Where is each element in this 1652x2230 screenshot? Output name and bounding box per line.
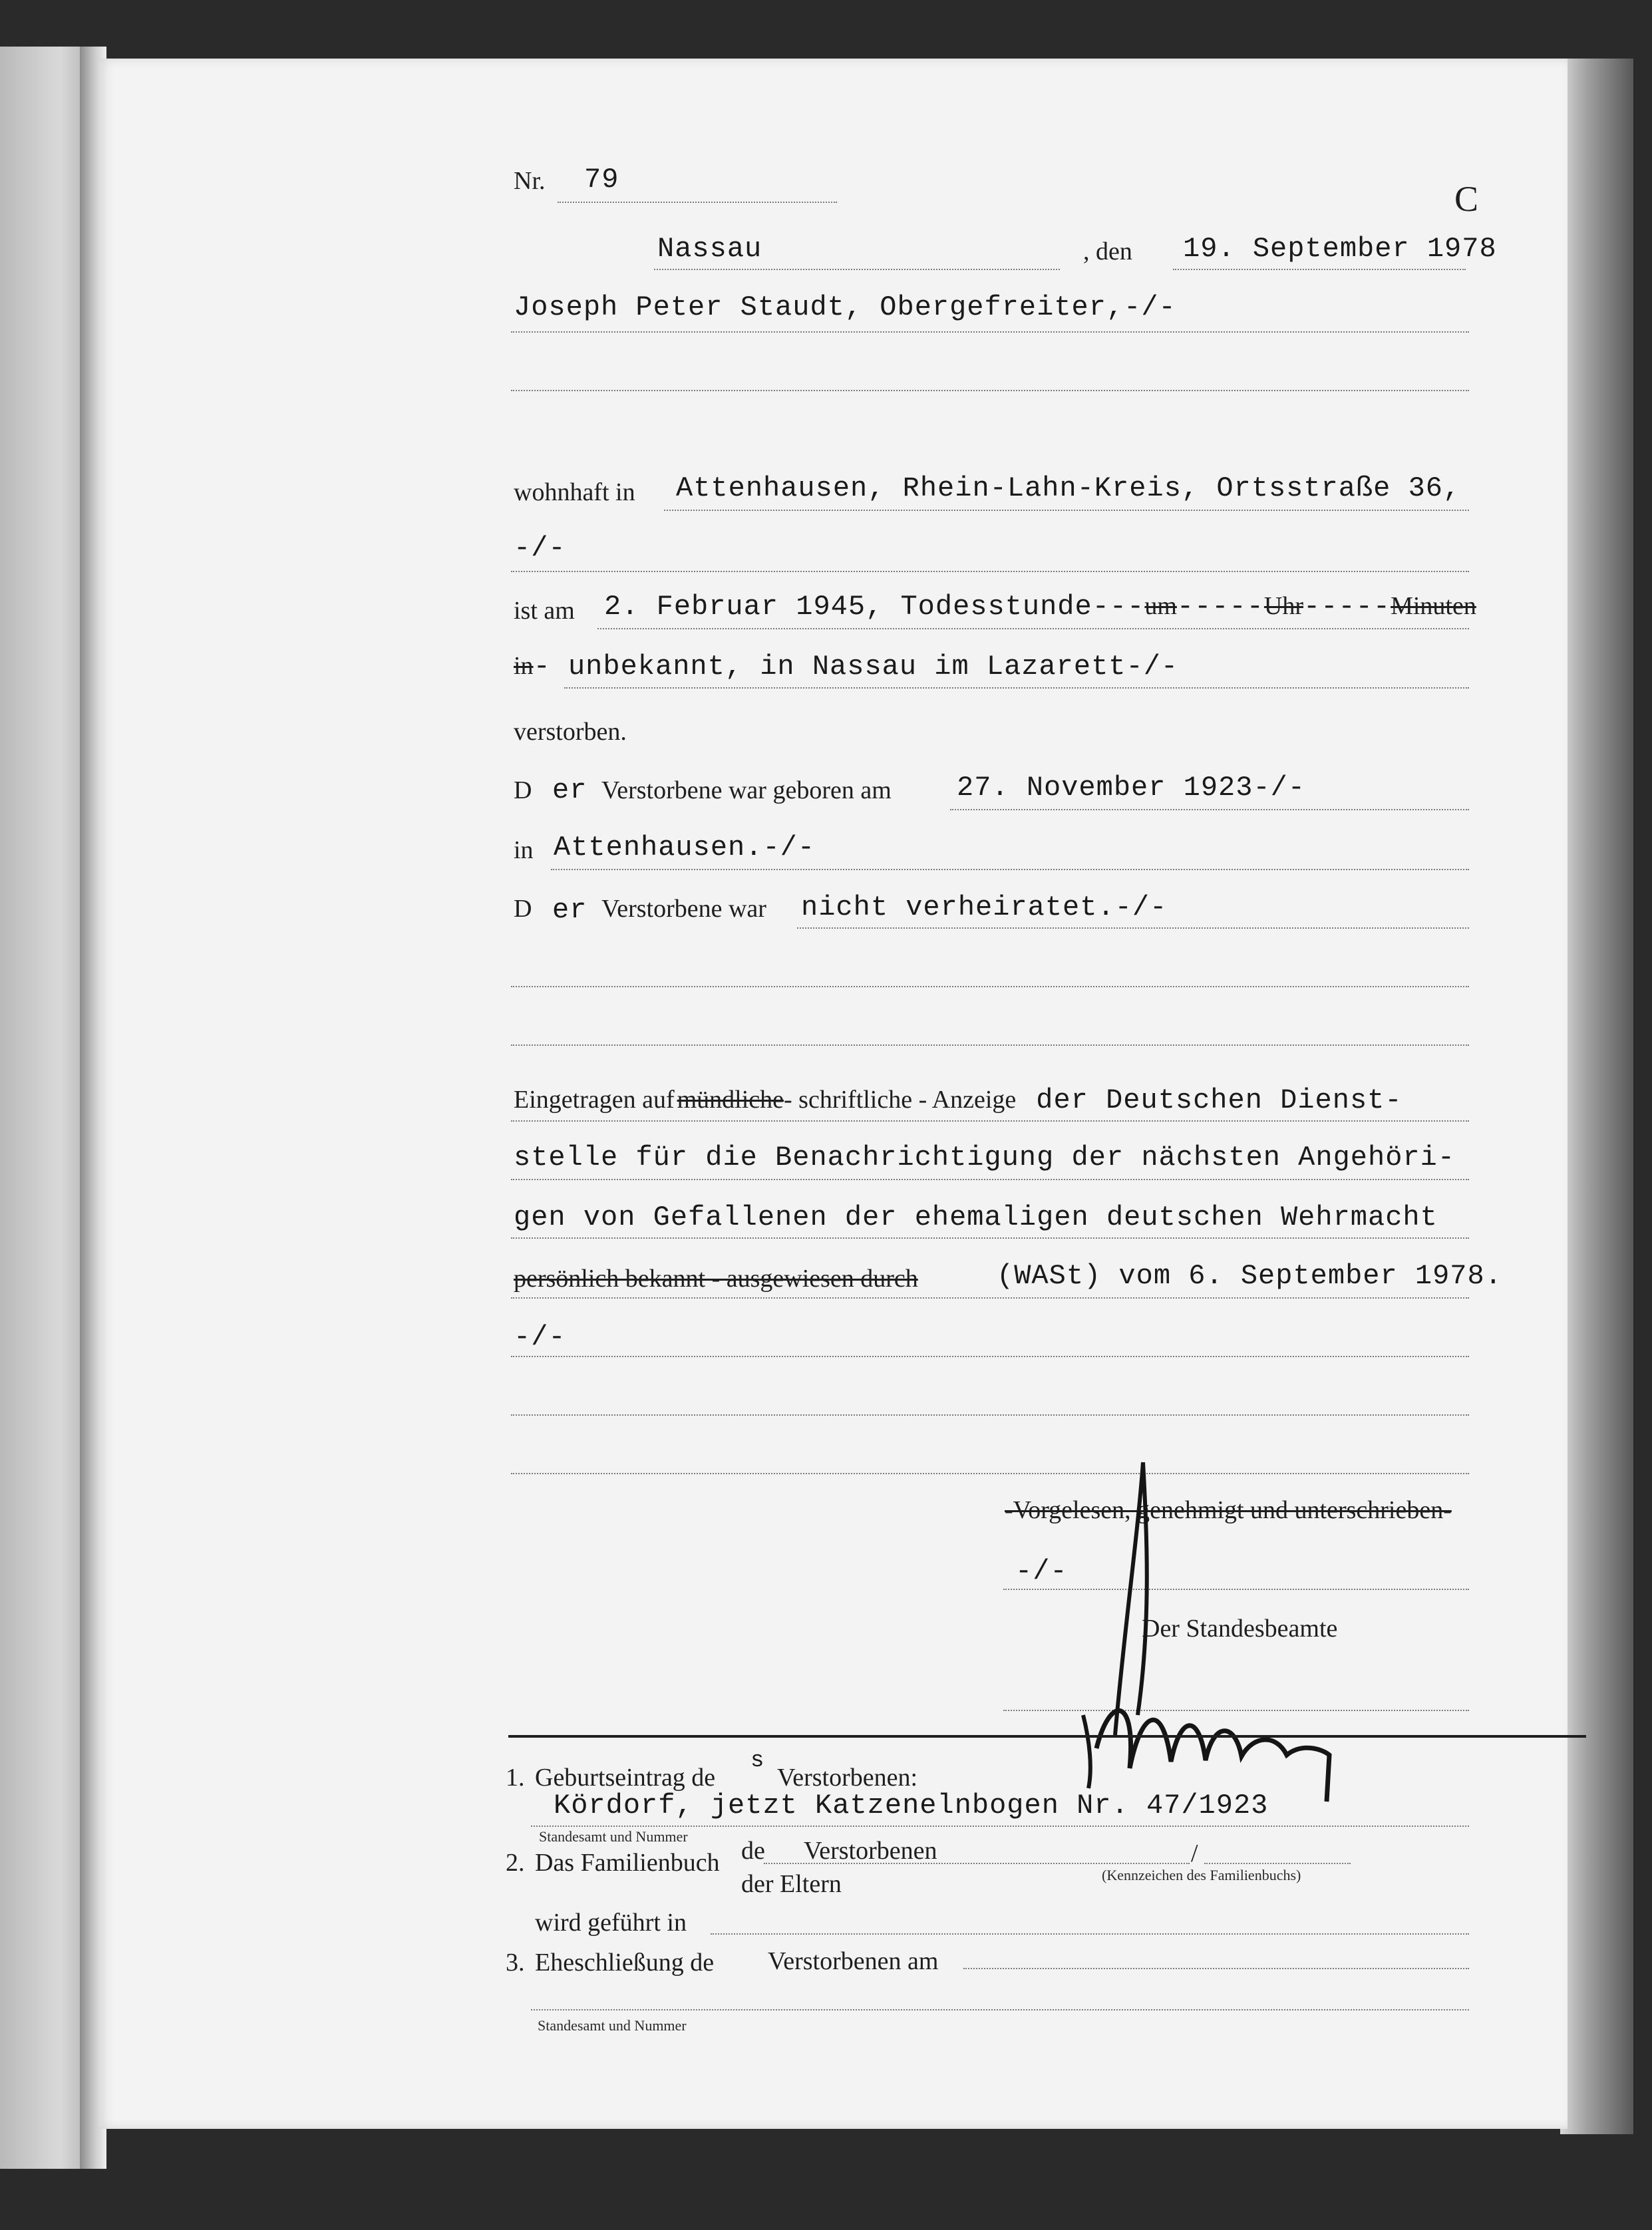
wird-gefuehrt-label: wird geführt in (535, 1909, 687, 1937)
item2-label: Das Familienbuch (535, 1849, 720, 1877)
item3-line-2 (531, 2009, 1469, 2010)
birth-in-label: in (514, 836, 534, 864)
item2-number: 2. (506, 1849, 525, 1877)
register-letter: C (1454, 179, 1479, 219)
death-place-line (564, 687, 1469, 689)
nr-line (558, 202, 837, 203)
residence-value: Attenhausen, Rhein-Lahn-Kreis, Ortsstraße 36, (676, 472, 1461, 504)
anzeige-line-4: (WASt) vom 6. September 1978. (997, 1260, 1502, 1292)
item3-number: 3. (506, 1949, 525, 1977)
eingetragen-label: Eingetragen auf (514, 1086, 675, 1114)
dash-1: ----- (1176, 591, 1264, 623)
den-label: , den (1083, 238, 1132, 265)
muendliche-label: mündliche (677, 1086, 784, 1114)
name-line-1 (511, 331, 1469, 333)
born-er: er (552, 774, 587, 806)
anzeige-line-2: stelle für die Benachrichtigung der nächsten Angehöri- (514, 1142, 1456, 1174)
marital-line-3 (511, 1044, 1469, 1046)
name-line-2 (511, 390, 1469, 391)
item2-line (764, 1863, 1190, 1864)
persoenlich-label: persönlich bekannt - ausgewiesen durch (514, 1265, 918, 1293)
anzeige-line-3: gen von Gefallenen der ehemaligen deutschen Wehrmacht (514, 1201, 1438, 1233)
place-value: Nassau (657, 233, 762, 265)
death-place: - unbekannt, in Nassau im Lazarett-/- (533, 651, 1179, 683)
marital-er: er (552, 894, 587, 926)
standesamt-nummer-1: Standesamt und Nummer (539, 1828, 688, 1845)
born-label: Verstorbene war geboren am (601, 776, 892, 804)
death-date: 2. Februar 1945, Todesstunde--- (604, 591, 1145, 623)
anzeige-dots-6 (511, 1414, 1469, 1416)
marital-line (797, 927, 1469, 929)
anzeige-dots-4 (511, 1297, 1469, 1299)
birth-place-line (551, 869, 1469, 870)
place-line (654, 269, 1060, 270)
date-line (1173, 269, 1466, 270)
kennzeichen-label: (Kennzeichen des Familienbuchs) (1102, 1867, 1301, 1883)
item1-value: Kördorf, jetzt Katzenelnbogen Nr. 47/1923 (554, 1790, 1269, 1822)
item3-label-2: Verstorbenen am (768, 1947, 939, 1975)
footer-rule (508, 1735, 1586, 1738)
born-d: D (514, 776, 532, 804)
right-page-stack (1560, 59, 1633, 2134)
marital-d: D (514, 895, 532, 923)
uhr-label: Uhr (1263, 592, 1304, 620)
anzeige-line-1: der Deutschen Dienst- (1036, 1084, 1403, 1116)
marital-line-2 (511, 986, 1469, 987)
item2-eltern: der Eltern (741, 1870, 842, 1898)
ist-am-label: ist am (514, 597, 575, 625)
standesbeamte-label: Der Standesbeamte (1142, 1615, 1338, 1643)
wird-gefuehrt-line (711, 1933, 1469, 1935)
item2-verstorbenen: Verstorbenen (804, 1837, 937, 1865)
residence-cont: -/- (514, 532, 566, 564)
item2-slash: / (1191, 1839, 1198, 1867)
item1-label: Geburtseintrag de (535, 1764, 716, 1792)
item1-line (531, 1826, 1469, 1827)
anzeige-dots-2 (511, 1179, 1469, 1180)
um-label: um (1144, 592, 1177, 620)
anzeige-dots-1 (511, 1120, 1469, 1122)
record-date: 19. September 1978 (1183, 233, 1497, 265)
eingetragen-row (514, 1084, 1403, 1116)
residence-line-1 (664, 510, 1469, 511)
anzeige-dots-3 (511, 1237, 1469, 1239)
deceased-name: Joseph Peter Staudt, Obergefreiter,-/- (514, 291, 1176, 323)
death-date-line (597, 628, 1469, 629)
item1-label-2: Verstorbenen: (777, 1764, 918, 1792)
death-date-row (604, 591, 1476, 623)
nr-label: Nr. (514, 167, 546, 195)
marital-value: nicht verheiratet.-/- (801, 891, 1168, 923)
in-label: in (514, 652, 534, 680)
birth-date-line (950, 809, 1469, 810)
minuten-label: Minuten (1391, 592, 1476, 620)
vorgelesen-label: -Vorgelesen, genehmigt und unterschrieben- (1005, 1496, 1452, 1524)
anzeige-dots-5 (511, 1356, 1469, 1357)
item1-s: s (750, 1748, 765, 1774)
signature-cont: -/- (1015, 1555, 1068, 1587)
register-page (98, 59, 1568, 2129)
kennzeichen-line (1204, 1863, 1351, 1864)
verstorben-label: verstorben. (514, 718, 627, 746)
item1-number: 1. (506, 1764, 525, 1792)
birth-place: Attenhausen.-/- (554, 832, 816, 864)
anzeige-cont: -/- (514, 1321, 566, 1353)
nr-value: 79 (584, 164, 619, 196)
marital-label: Verstorbene war (601, 895, 766, 923)
standesamt-nummer-2: Standesamt und Nummer (538, 2017, 687, 2034)
residence-line-2 (511, 571, 1469, 572)
item3-label: Eheschließung de (535, 1949, 715, 1977)
item2-de: de (741, 1837, 765, 1865)
birth-date: 27. November 1923-/- (957, 772, 1306, 804)
item3-line (963, 1968, 1469, 1969)
schriftliche-label: - schriftliche - Anzeige (784, 1086, 1017, 1114)
dash-2: ----- (1303, 591, 1391, 623)
death-place-row (514, 651, 1178, 683)
wohnhaft-label: wohnhaft in (514, 478, 635, 506)
registrar-signature (1063, 1456, 1476, 1828)
